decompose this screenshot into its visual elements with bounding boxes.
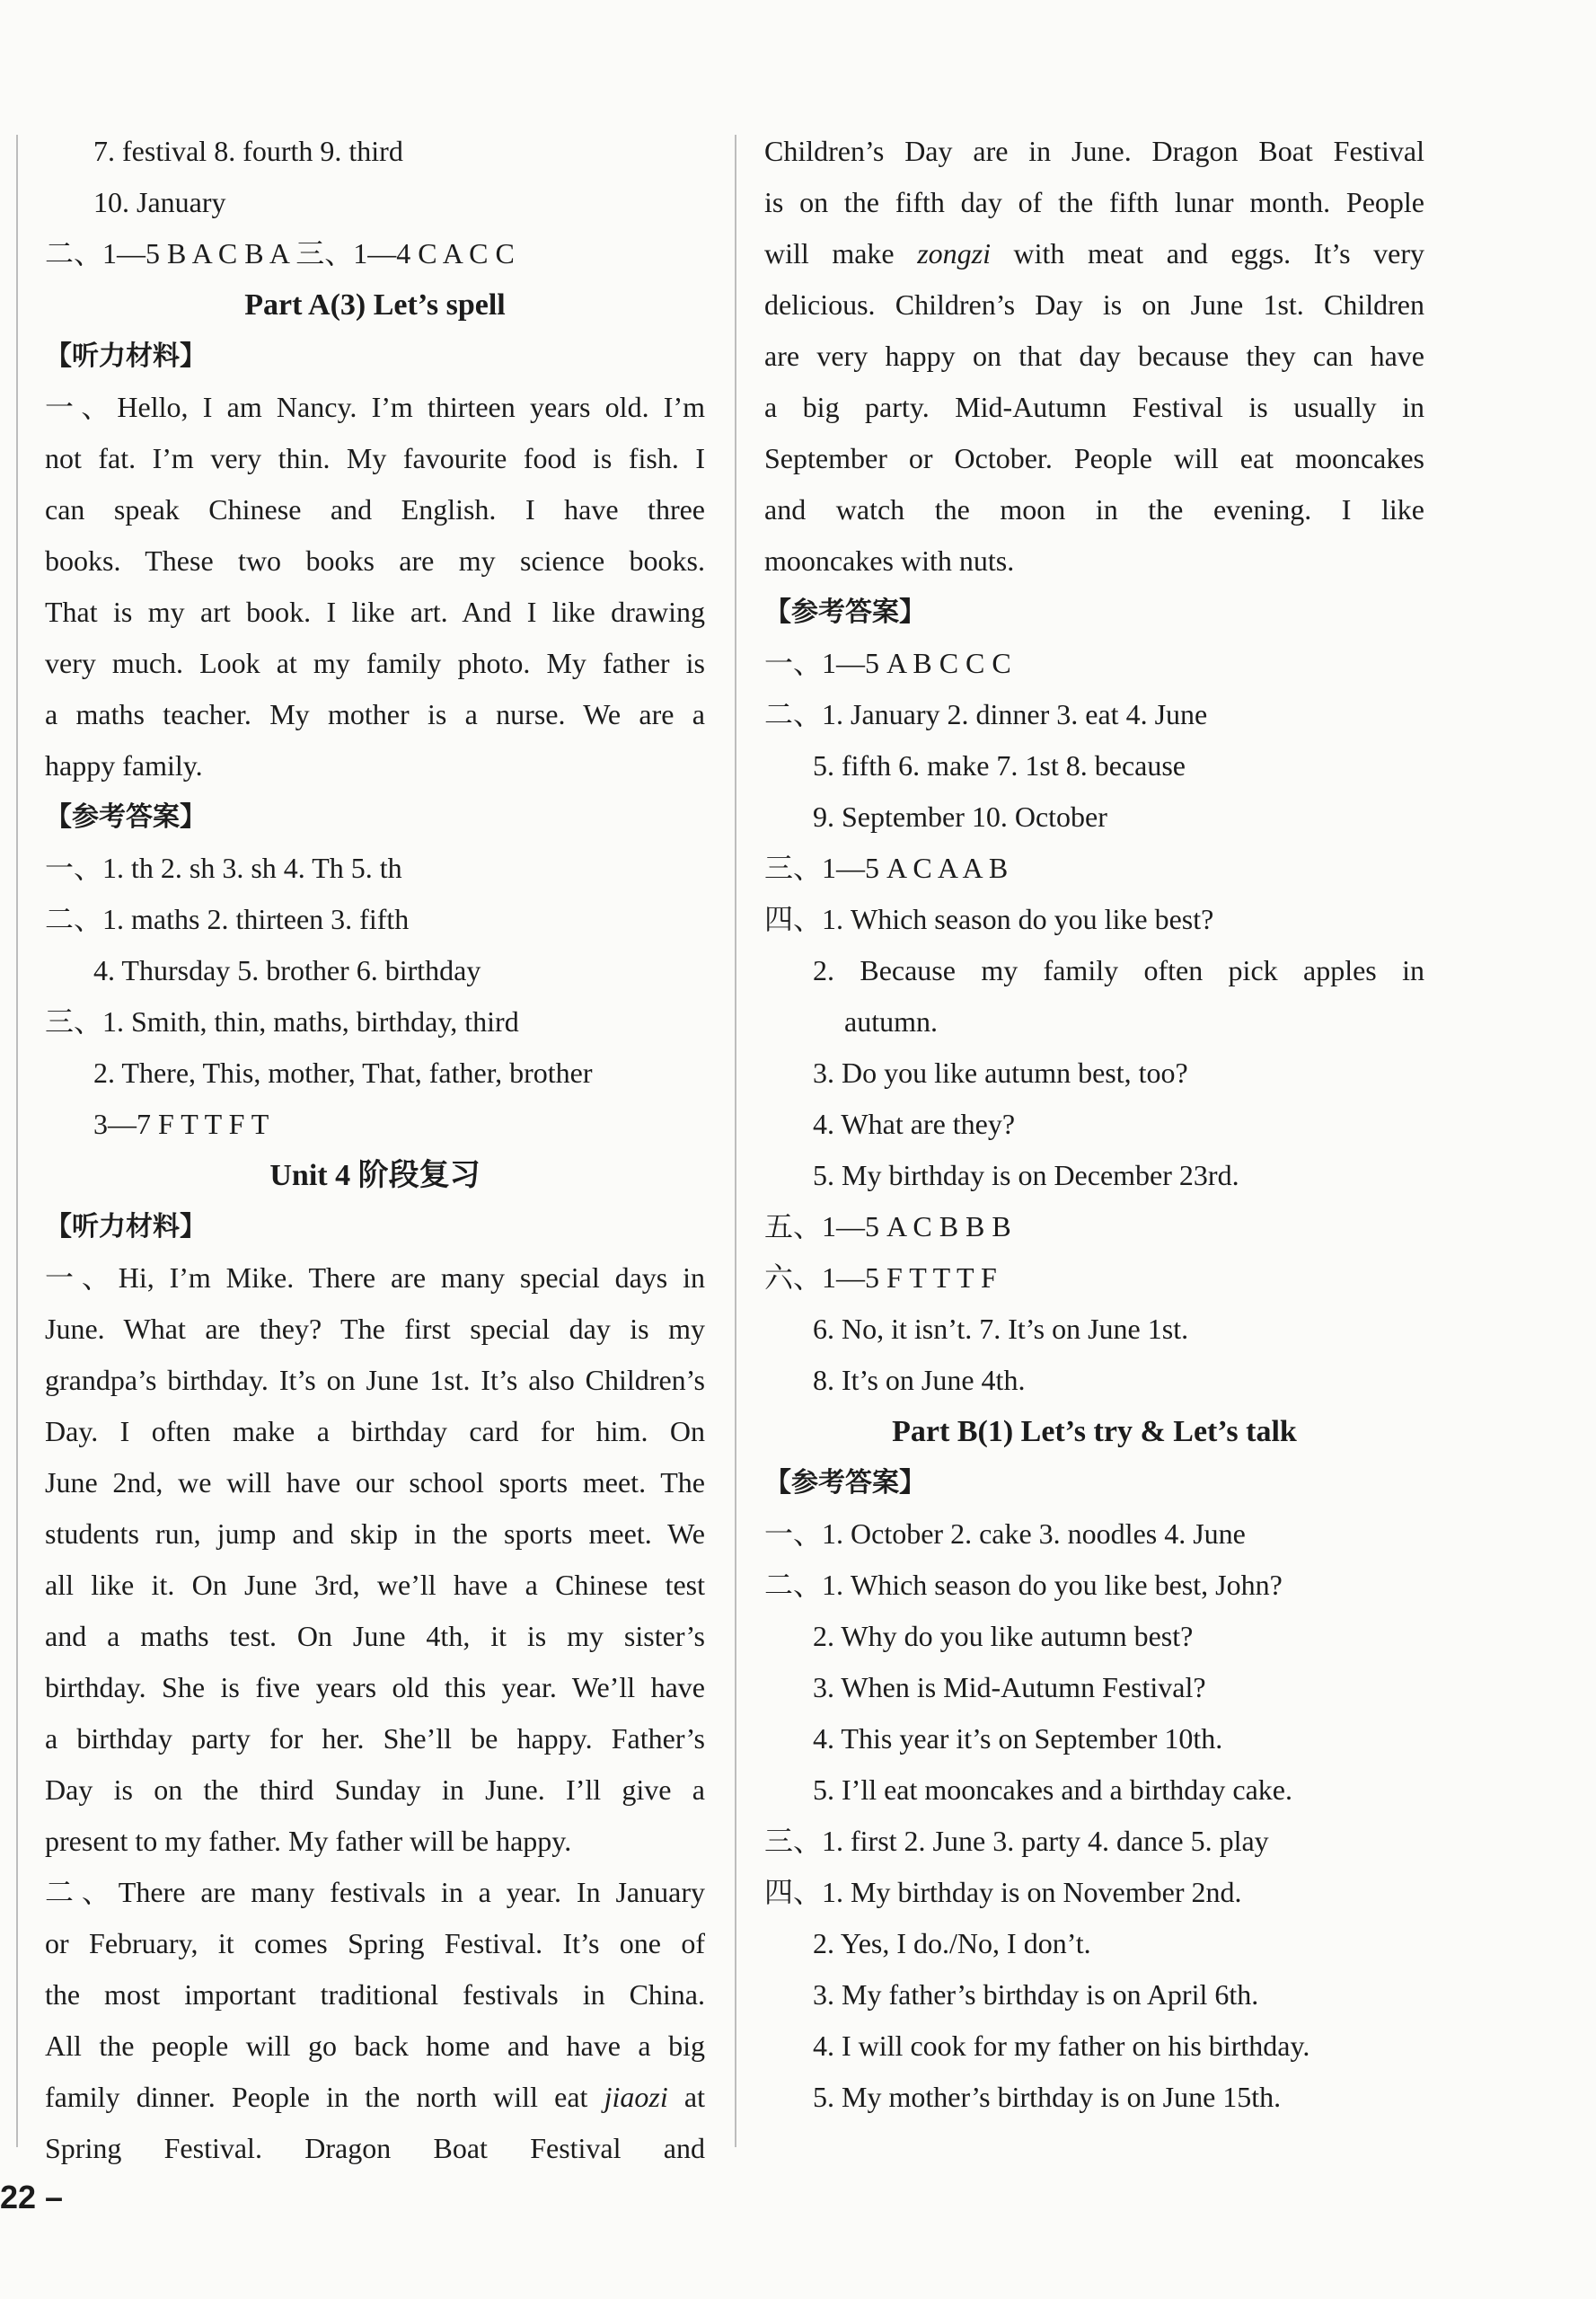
text-line: family dinner. People in the north will eat jiaozi at — [45, 2081, 705, 2113]
text-line: 3—7 F T T F T — [93, 1108, 269, 1140]
text-line: 9. September 10. October — [813, 800, 1107, 833]
text-line: 二、1. Which season do you like best, John? — [764, 1569, 1283, 1601]
text-line: 五、1—5 A C B B B — [764, 1210, 1011, 1242]
text-line: 一、Hello, I am Nancy. I’m thirteen years old. I’m — [45, 391, 705, 423]
text-line: not fat. I’m very thin. My favourite food is fish. I — [45, 442, 705, 474]
text-line: birthday. She is five years old this year. We’ll have — [45, 1671, 705, 1703]
text-line: and a maths test. On June 4th, it is my sister’s — [45, 1620, 705, 1652]
text-line: 一、Hi, I’m Mike. There are many special days in — [45, 1261, 705, 1294]
section-label: 【参考答案】 — [45, 801, 207, 833]
text-line: 二、1—5 B A C B A 三、1—4 C A C C — [45, 237, 515, 270]
text-line: June 2nd, we will have our school sports meet. The — [45, 1466, 705, 1499]
text-line: 10. January — [93, 186, 226, 218]
page-number: 22 – — [0, 2179, 64, 2215]
text-line: 一、1. October 2. cake 3. noodles 4. June — [764, 1517, 1246, 1550]
text-line: all like it. On June 3rd, we’ll have a Chinese test — [45, 1569, 705, 1601]
text-line: 3. My father’s birthday is on April 6th. — [813, 1978, 1259, 2011]
text-line: 2. Because my family often pick apples in — [813, 954, 1424, 986]
section-heading: Unit 4 阶段复习 — [269, 1159, 481, 1192]
text-line: 2. There, This, mother, That, father, brother — [93, 1057, 593, 1089]
text-line: June. What are they? The first special day is my — [45, 1313, 705, 1345]
section-label: 【听力材料】 — [45, 340, 207, 372]
text-line: 5. My mother’s birthday is on June 15th. — [813, 2081, 1282, 2113]
text-line: September or October. People will eat mooncakes — [764, 442, 1424, 474]
text-line: Children’s Day are in June. Dragon Boat Festival — [764, 135, 1424, 167]
text-line: 二、1. maths 2. thirteen 3. fifth — [45, 903, 410, 935]
text-line: All the people will go back home and have a big — [45, 2029, 705, 2062]
text-line: 2. Yes, I do./No, I don’t. — [813, 1927, 1091, 1959]
text-line: 4. This year it’s on September 10th. — [813, 1722, 1223, 1755]
right-column — [764, 126, 1424, 2123]
text-line: the most important traditional festivals in China. — [45, 1978, 705, 2011]
text-line: a maths teacher. My mother is a nurse. We are a — [45, 698, 705, 730]
left-margin-rule — [16, 135, 18, 2147]
text-line: 4. Thursday 5. brother 6. birthday — [93, 954, 481, 986]
text-line: 5. I’ll eat mooncakes and a birthday cake. — [813, 1773, 1292, 1806]
section-heading: Part A(3) Let’s spell — [244, 288, 506, 322]
text-line: a big party. Mid-Autumn Festival is usually in — [764, 391, 1424, 423]
text-line: autumn. — [844, 1005, 938, 1038]
section-label: 【听力材料】 — [45, 1211, 207, 1242]
text-line: 5. fifth 6. make 7. 1st 8. because — [813, 749, 1186, 782]
text-line: 四、1. My birthday is on November 2nd. — [764, 1876, 1242, 1908]
text-line: 5. My birthday is on December 23rd. — [813, 1159, 1239, 1191]
text-line: 7. festival 8. fourth 9. third — [93, 135, 403, 167]
text-line: 三、1. Smith, thin, maths, birthday, third — [45, 1005, 519, 1038]
text-line: Day is on the third Sunday in June. I’ll give a — [45, 1773, 705, 1806]
text-line: delicious. Children’s Day is on June 1st. Children — [764, 288, 1424, 321]
text-line: and watch the moon in the evening. I like — [764, 493, 1424, 526]
text-line: grandpa’s birthday. It’s on June 1st. It’s also Children’s — [45, 1364, 705, 1396]
section-label: 【参考答案】 — [764, 597, 926, 628]
text-line: 2. Why do you like autumn best? — [813, 1620, 1194, 1652]
text-line: 二、1. January 2. dinner 3. eat 4. June — [764, 698, 1208, 730]
text-line: can speak Chinese and English. I have three — [45, 493, 705, 526]
text-line: 6. No, it isn’t. 7. It’s on June 1st. — [813, 1313, 1189, 1345]
text-line: very much. Look at my family photo. My father is — [45, 647, 705, 679]
text-line: 一、1. th 2. sh 3. sh 4. Th 5. th — [45, 852, 402, 884]
text-line: 四、1. Which season do you like best? — [764, 903, 1214, 935]
text-line: are very happy on that day because they can have — [764, 340, 1424, 372]
text-line: mooncakes with nuts. — [764, 544, 1015, 577]
text-line: 六、1—5 F T T T F — [764, 1261, 997, 1294]
text-line: Day. I often make a birthday card for him. On — [45, 1415, 705, 1447]
text-line: will make zongzi with meat and eggs. It’s very — [764, 237, 1424, 270]
text-line: 4. What are they? — [813, 1108, 1016, 1140]
text-line: a birthday party for her. She’ll be happy. Father’s — [45, 1722, 705, 1755]
text-line: present to my father. My father will be happy. — [45, 1825, 572, 1857]
text-line: 二、There are many festivals in a year. In January — [45, 1876, 705, 1908]
text-line: happy family. — [45, 749, 203, 782]
text-line: 3. Do you like autumn best, too? — [813, 1057, 1188, 1089]
text-line: 三、1. first 2. June 3. party 4. dance 5. play — [764, 1825, 1269, 1857]
text-line: 4. I will cook for my father on his birthday. — [813, 2029, 1310, 2062]
text-line: books. These two books are my science books. — [45, 544, 705, 577]
section-heading: Part B(1) Let’s try & Let’s talk — [892, 1415, 1297, 1448]
left-column — [45, 126, 705, 2174]
column-divider — [735, 135, 736, 2147]
text-line: 8. It’s on June 4th. — [813, 1364, 1026, 1396]
text-line: students run, jump and skip in the sports meet. We — [45, 1517, 705, 1550]
text-line: or February, it comes Spring Festival. It’s one of — [45, 1927, 705, 1959]
text-line: 3. When is Mid-Autumn Festival? — [813, 1671, 1206, 1703]
text-line: That is my art book. I like art. And I like drawing — [45, 596, 705, 628]
text-line: Spring Festival. Dragon Boat Festival and — [45, 2132, 705, 2164]
text-line: 一、1—5 A B C C C — [764, 647, 1011, 679]
text-line: 三、1—5 A C A A B — [764, 852, 1009, 884]
section-label: 【参考答案】 — [764, 1467, 926, 1499]
text-line: is on the fifth day of the fifth lunar month. People — [764, 186, 1424, 218]
